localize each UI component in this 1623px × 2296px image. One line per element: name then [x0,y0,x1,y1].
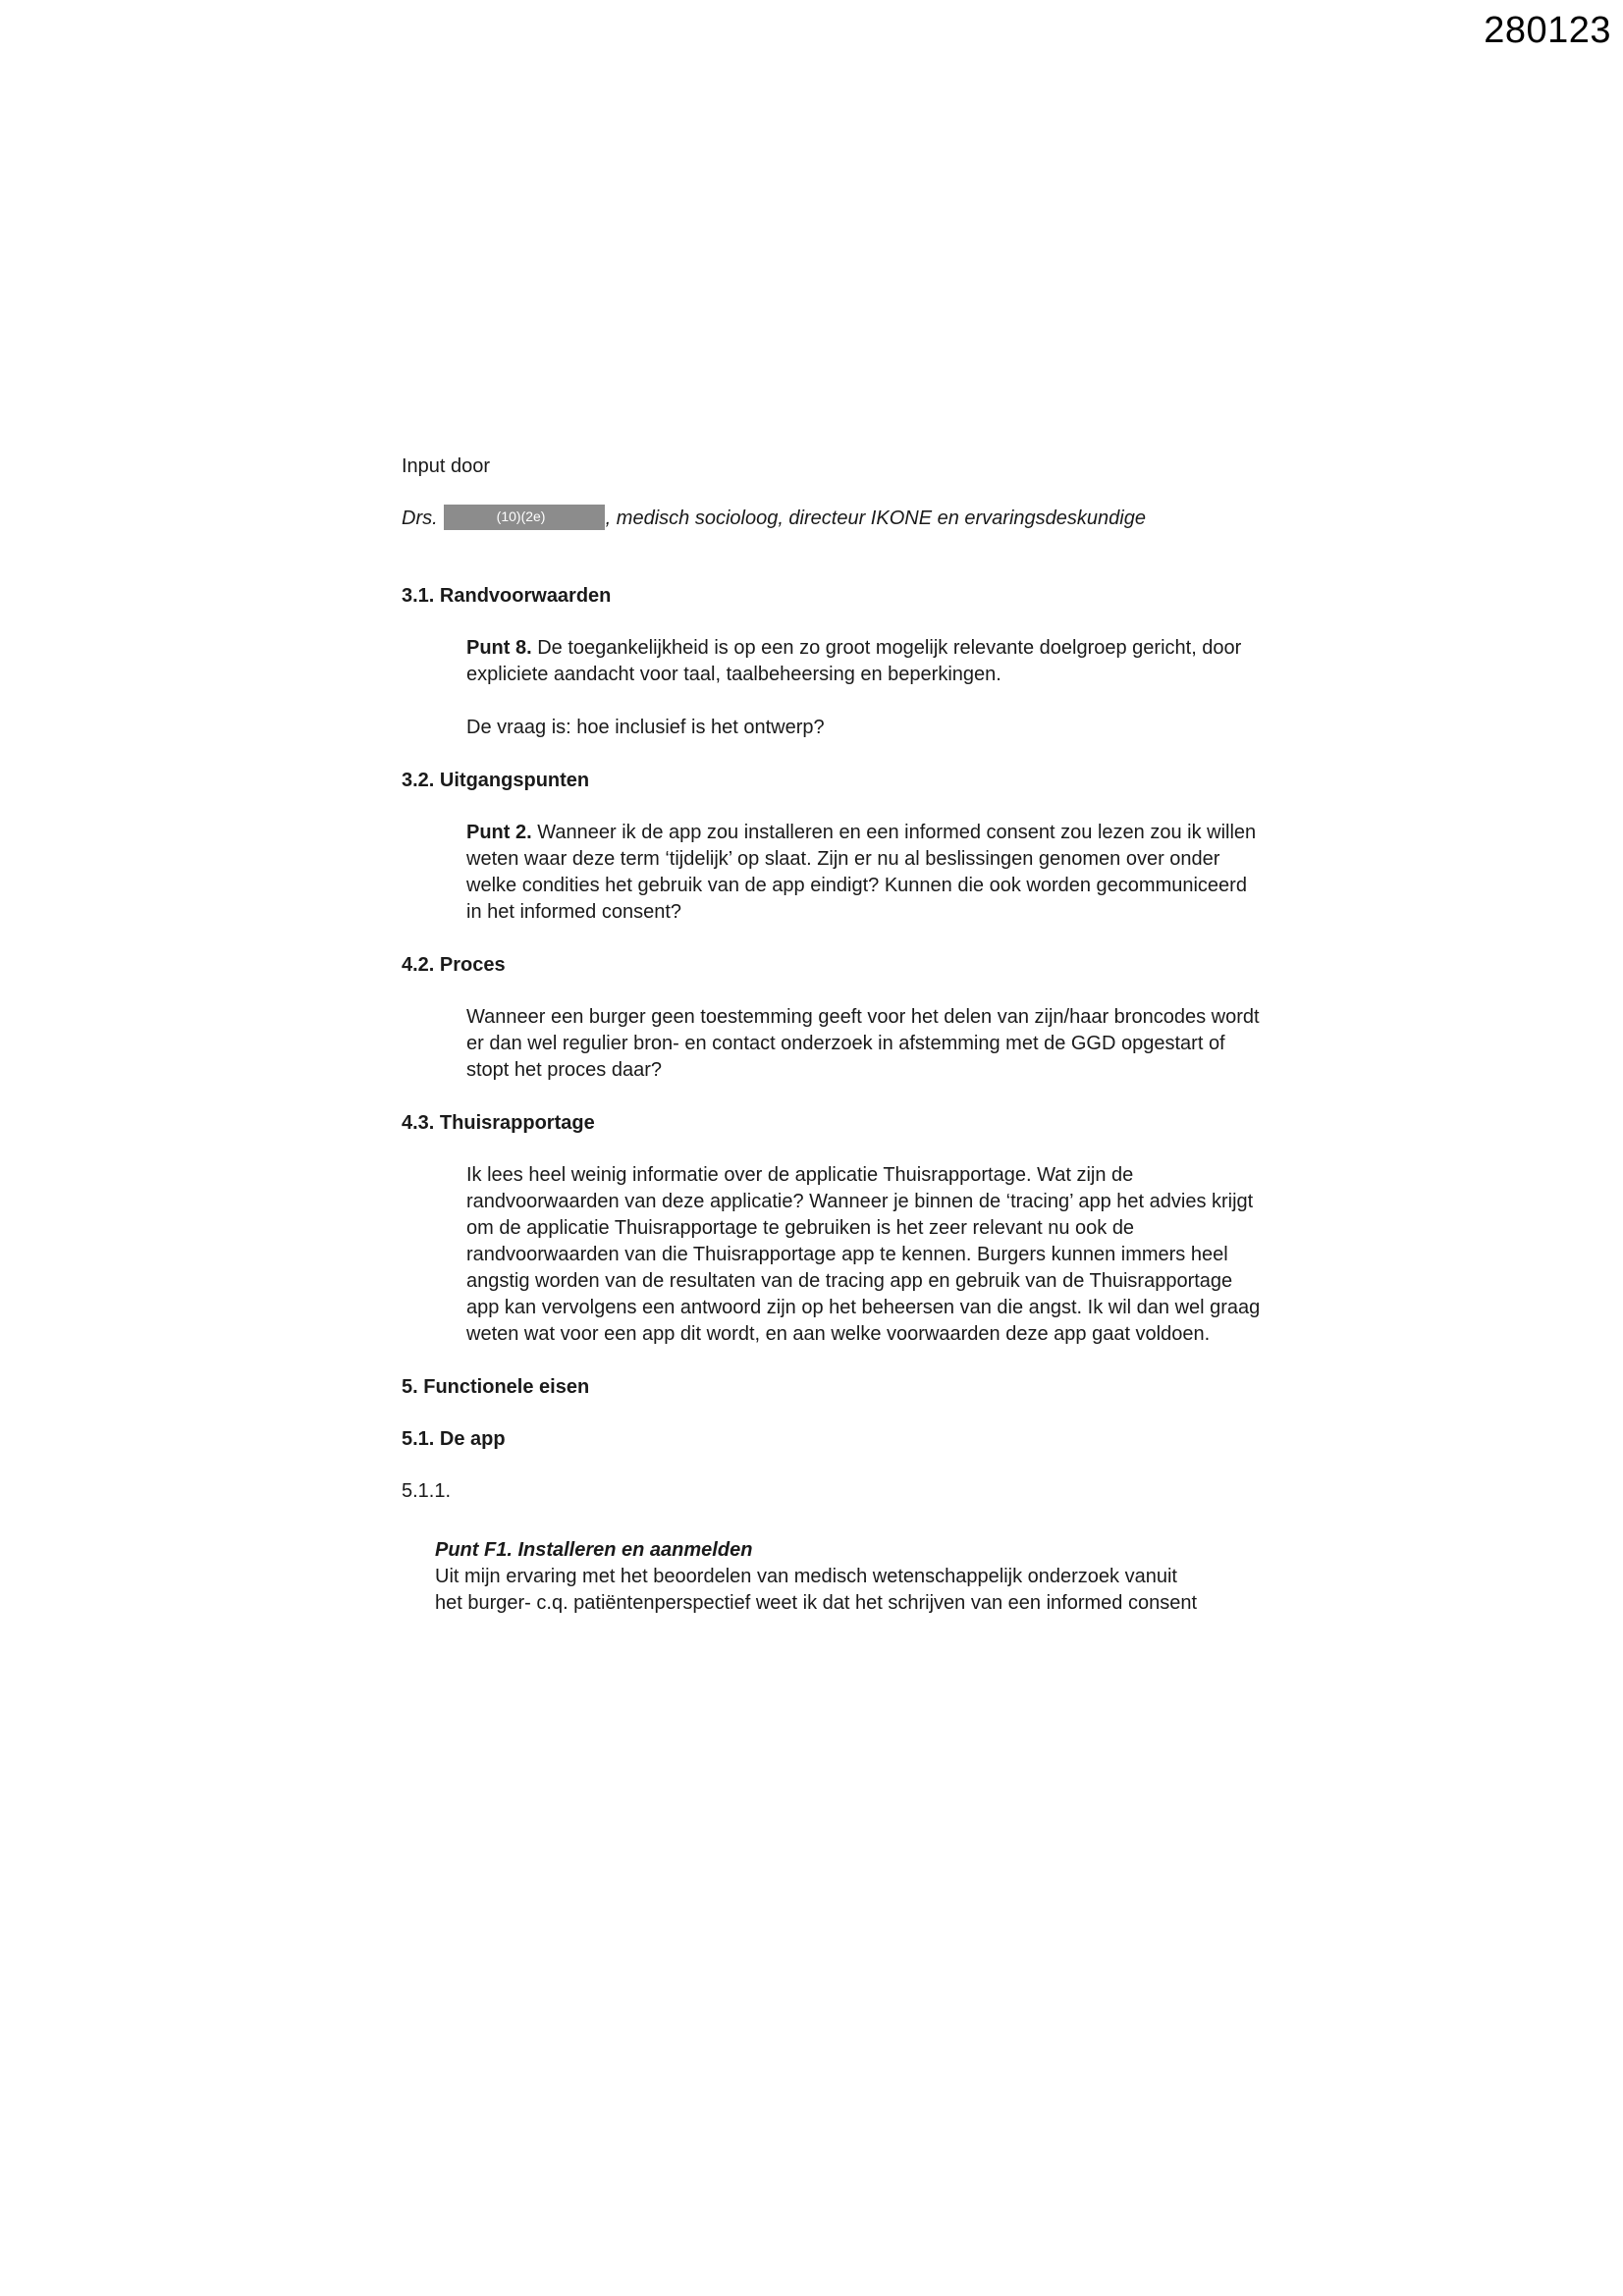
section-thuisrapportage [466,1162,1266,1348]
heading-randvoorwaarden: 3.1. Randvoorwaarden [402,585,612,607]
heading-thuisrapportage: 4.3. Thuisrapportage [402,1112,595,1134]
punt-8-label: Punt 8. [466,637,532,659]
author-line [402,506,1266,532]
punt-2-label: Punt 2. [466,822,532,843]
punt-8-paragraph [466,635,1266,688]
heading-proces: 4.2. Proces [402,954,506,976]
subsection-number: 5.1.1. [402,1480,452,1502]
punt-f1-block [435,1537,1266,1617]
punt-f1-title: Punt F1. Installeren en aanmelden [435,1539,753,1561]
punt-8-text: De toegankelijkheid is op een zo groot mogelijk relevante doelgroep gericht, door expliciete aandacht voor taal, taalbeheersing en beperkingen. [466,637,1242,685]
heading-functionele-eisen: 5. Functionele eisen [402,1376,590,1398]
inclusion-question: De vraag is: hoe inclusief is het ontwerp? [466,717,825,738]
thuisrapportage-paragraph: Ik lees heel weinig informatie over de applicatie Thuisrapportage. Wat zijn de randvoorwaarden van deze applicatie? Wanneer je binnen de ‘tracing’ app het advies krijgt om de applicatie Thuisrapportage te gebruiken is het zeer relevant nu ook de randvoorwaarden van die Thuisrapportage app te kennen. Burgers kunnen immers heel angstig worden van de resultaten van de tracing app en gebruik van de Thuisrapportage app kan vervolgens een antwoord zijn op het beheersen van die angst. Ik wil dan wel graag weten wat voor een app dit wordt, en aan welke voorwaarden deze app gaat voldoen. [466,1164,1261,1345]
punt-2-paragraph [466,820,1266,926]
proces-paragraph: Wanneer een burger geen toestemming geeft voor het delen van zijn/haar broncodes wordt er dan wel regulier bron- en contact onderzoek in afstemming met de GGD opgestart of stopt het proces daar? [466,1006,1260,1081]
heading-de-app: 5.1. De app [402,1428,506,1450]
section-randvoorwaarden [466,635,1266,741]
heading-uitgangspunten: 3.2. Uitgangspunten [402,770,590,791]
intro-label: Input door [402,455,491,477]
section-proces [466,1004,1266,1084]
section-uitgangspunten [466,820,1266,926]
punt-f1-line-2: het burger- c.q. patiëntenperspectief weet ik dat het schrijven van een informed consent [435,1592,1198,1614]
punt-2-text: Wanneer ik de app zou installeren en een informed consent zou lezen zou ik willen weten waar deze term ‘tijdelijk’ op slaat. Zijn er nu al beslissingen genomen over onder welke condities het gebruik van de app eindigt? Kunnen die ook worden gecommuniceerd in het informed consent? [466,822,1257,923]
page-content [402,454,1266,1617]
document-number: 280123 [1484,10,1611,51]
redaction-box: (10)(2e) [444,505,605,530]
punt-f1-line-1: Uit mijn ervaring met het beoordelen van medisch wetenschappelijk onderzoek vanuit [435,1566,1177,1587]
author-description: , medisch socioloog, directeur IKONE en ervaringsdeskundige [605,507,1146,529]
author-prefix: Drs. [402,507,438,529]
